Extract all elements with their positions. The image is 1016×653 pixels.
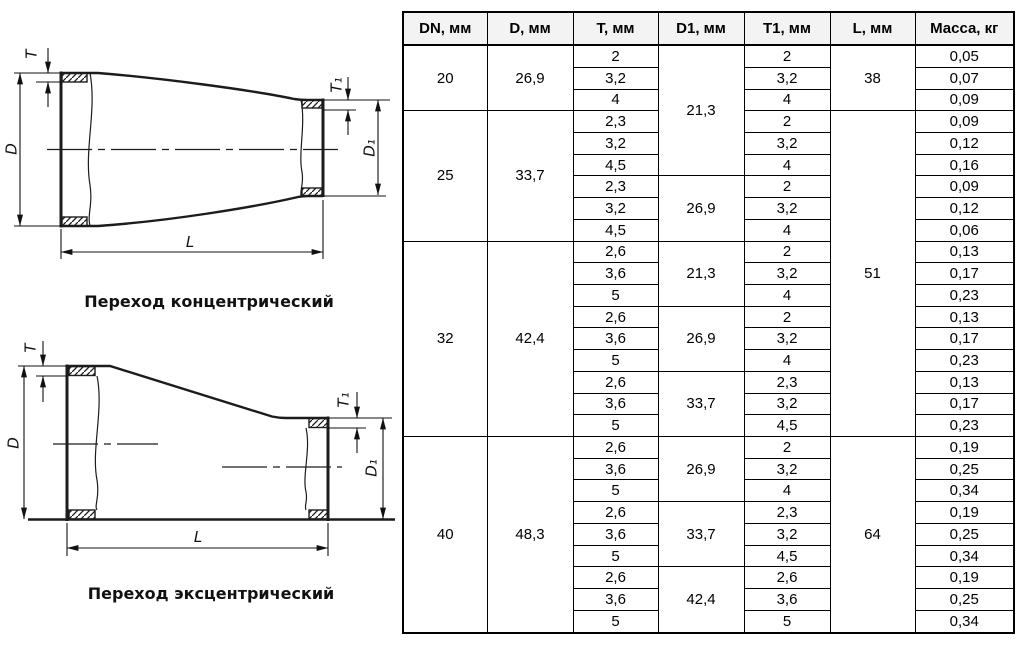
table-cell: 5 [573, 545, 658, 567]
table-cell: 3,2 [573, 198, 658, 220]
table-cell: 25 [403, 111, 487, 241]
dimension-D [4, 366, 67, 519]
dimension-D1 [362, 418, 383, 519]
weld-bevel-hatch [62, 73, 87, 82]
weld-bevel-hatch [69, 367, 95, 376]
table-cell: 2,6 [573, 502, 658, 524]
table-cell: 0,09 [915, 89, 1014, 111]
break-line [301, 100, 303, 196]
table-cell: 4 [744, 154, 830, 176]
dimension-L [67, 523, 328, 556]
table-cell: 0,34 [915, 610, 1014, 633]
dimension-L [61, 200, 323, 259]
table-row [403, 241, 1014, 263]
table-row [403, 45, 1014, 67]
table-cell: 3,6 [573, 328, 658, 350]
table-cell: 4,5 [573, 219, 658, 241]
table-cell: 0,17 [915, 393, 1014, 415]
table-cell: 4 [744, 89, 830, 111]
dimension-D1 [323, 100, 386, 196]
weld-bevel-hatch [309, 419, 328, 428]
table-cell: 2 [573, 45, 658, 67]
eccentric-reducer-drawing [0, 325, 402, 653]
weld-bevel-hatch [62, 217, 87, 226]
column-header: Масса, кг [915, 12, 1014, 45]
table-cell: 21,3 [658, 45, 744, 176]
table-cell: 2,3 [744, 371, 830, 393]
table-cell: 21,3 [658, 241, 744, 306]
dimension-T [22, 48, 61, 107]
table-cell: 20 [403, 45, 487, 111]
table-cell: 4 [744, 219, 830, 241]
table-cell: 2 [744, 176, 830, 198]
column-header: L, мм [830, 12, 915, 45]
dim-label-T: T [22, 49, 41, 59]
table-cell: 5 [573, 415, 658, 437]
table-cell: 0,06 [915, 219, 1014, 241]
column-header: D1, мм [658, 12, 744, 45]
dim-label-D1: D₁ [362, 459, 381, 477]
weld-bevel-hatch [302, 188, 322, 196]
table-cell: 0,13 [915, 241, 1014, 263]
table-cell: 3,6 [744, 589, 830, 611]
table-cell: 33,7 [487, 111, 573, 241]
table-cell: 64 [830, 437, 915, 633]
table-cell: 5 [573, 480, 658, 502]
break-line [95, 376, 99, 510]
table-cell: 2 [744, 111, 830, 133]
table-cell: 33,7 [658, 502, 744, 567]
dimension-T [21, 341, 67, 402]
reducer-body [28, 365, 395, 522]
table-cell: 26,9 [658, 306, 744, 371]
table-cell: 0,17 [915, 328, 1014, 350]
table-cell: 33,7 [658, 371, 744, 436]
table-cell: 38 [830, 45, 915, 111]
column-header: T, мм [573, 12, 658, 45]
dimension-T1 [323, 77, 390, 135]
table-cell: 3,2 [744, 458, 830, 480]
table-cell: 2,3 [744, 502, 830, 524]
table-cell: 2,6 [573, 567, 658, 589]
table-cell: 4,5 [744, 415, 830, 437]
table-cell: 2,3 [573, 111, 658, 133]
table-cell: 3,2 [744, 523, 830, 545]
table-cell: 0,13 [915, 371, 1014, 393]
table-cell: 0,34 [915, 545, 1014, 567]
table-cell: 42,4 [487, 241, 573, 436]
table-cell: 4 [744, 350, 830, 372]
table-cell: 0,34 [915, 480, 1014, 502]
dim-label-D1: D₁ [360, 139, 379, 157]
weld-bevel-hatch [309, 510, 328, 519]
eccentric-caption: Переход эксцентрический [87, 584, 335, 603]
dimension-T1 [328, 392, 392, 453]
dim-label-T: T [21, 343, 40, 353]
table-cell: 0,09 [915, 176, 1014, 198]
dim-label-D: D [2, 143, 21, 155]
table-cell: 0,07 [915, 67, 1014, 89]
spec-table-body [403, 45, 1014, 633]
table-cell: 4 [744, 480, 830, 502]
table-cell: 26,9 [658, 437, 744, 502]
weld-bevel-hatch [69, 510, 95, 519]
table-cell: 26,9 [658, 176, 744, 241]
table-cell: 5 [573, 610, 658, 633]
table-cell: 4,5 [573, 154, 658, 176]
table-cell: 3,6 [573, 589, 658, 611]
dim-label-T1: T₁ [327, 77, 346, 93]
table-cell: 0,25 [915, 523, 1014, 545]
table-cell: 0,19 [915, 437, 1014, 459]
table-cell: 0,13 [915, 306, 1014, 328]
concentric-reducer-drawing [0, 8, 402, 320]
column-header: D, мм [487, 12, 573, 45]
table-cell: 0,16 [915, 154, 1014, 176]
table-cell: 3,6 [573, 393, 658, 415]
table-cell: 3,6 [573, 263, 658, 285]
table-cell: 3,2 [744, 132, 830, 154]
concentric-caption: Переход концентрический [84, 292, 334, 311]
table-cell: 3,2 [573, 132, 658, 154]
table-cell: 42,4 [658, 567, 744, 633]
dim-label-D: D [4, 437, 23, 449]
table-cell: 0,05 [915, 45, 1014, 67]
spec-table-container [402, 11, 1015, 634]
column-header: T1, мм [744, 12, 830, 45]
table-cell: 4 [573, 89, 658, 111]
table-cell: 0,09 [915, 111, 1014, 133]
table-cell: 3,2 [744, 67, 830, 89]
table-cell: 0,25 [915, 589, 1014, 611]
dim-label-L: L [193, 528, 203, 546]
table-cell: 2,6 [573, 371, 658, 393]
table-cell: 32 [403, 241, 487, 436]
table-cell: 3,2 [744, 393, 830, 415]
table-cell: 2 [744, 45, 830, 67]
table-cell: 0,23 [915, 285, 1014, 307]
table-cell: 0,17 [915, 263, 1014, 285]
table-cell: 0,12 [915, 132, 1014, 154]
table-cell: 2 [744, 306, 830, 328]
table-cell: 0,23 [915, 350, 1014, 372]
table-cell: 0,19 [915, 502, 1014, 524]
table-cell: 3,6 [573, 523, 658, 545]
table-cell: 51 [830, 111, 915, 437]
reducer-body [47, 72, 338, 228]
table-cell: 2 [744, 437, 830, 459]
spec-table [402, 11, 1015, 634]
table-cell: 2,6 [573, 306, 658, 328]
table-cell: 4,5 [744, 545, 830, 567]
break-line [305, 428, 308, 510]
table-cell: 0,25 [915, 458, 1014, 480]
table-cell: 2,3 [573, 176, 658, 198]
header-row [403, 12, 1014, 45]
table-cell: 26,9 [487, 45, 573, 111]
table-cell: 5 [573, 350, 658, 372]
table-row [403, 437, 1014, 459]
table-cell: 48,3 [487, 437, 573, 633]
table-cell: 5 [744, 610, 830, 633]
table-cell: 3,2 [744, 198, 830, 220]
table-cell: 2 [744, 241, 830, 263]
weld-bevel-hatch [302, 100, 322, 108]
table-cell: 0,19 [915, 567, 1014, 589]
dim-label-T1: T₁ [334, 392, 353, 408]
table-cell: 4 [744, 285, 830, 307]
table-cell: 40 [403, 437, 487, 633]
table-cell: 2,6 [744, 567, 830, 589]
table-cell: 2,6 [573, 241, 658, 263]
table-cell: 3,2 [573, 67, 658, 89]
table-cell: 5 [573, 285, 658, 307]
table-cell: 3,6 [573, 458, 658, 480]
table-cell: 2,6 [573, 437, 658, 459]
table-cell: 0,23 [915, 415, 1014, 437]
dim-label-L: L [185, 233, 195, 251]
table-cell: 0,12 [915, 198, 1014, 220]
table-cell: 3,2 [744, 263, 830, 285]
column-header: DN, мм [403, 12, 487, 45]
table-cell: 3,2 [744, 328, 830, 350]
